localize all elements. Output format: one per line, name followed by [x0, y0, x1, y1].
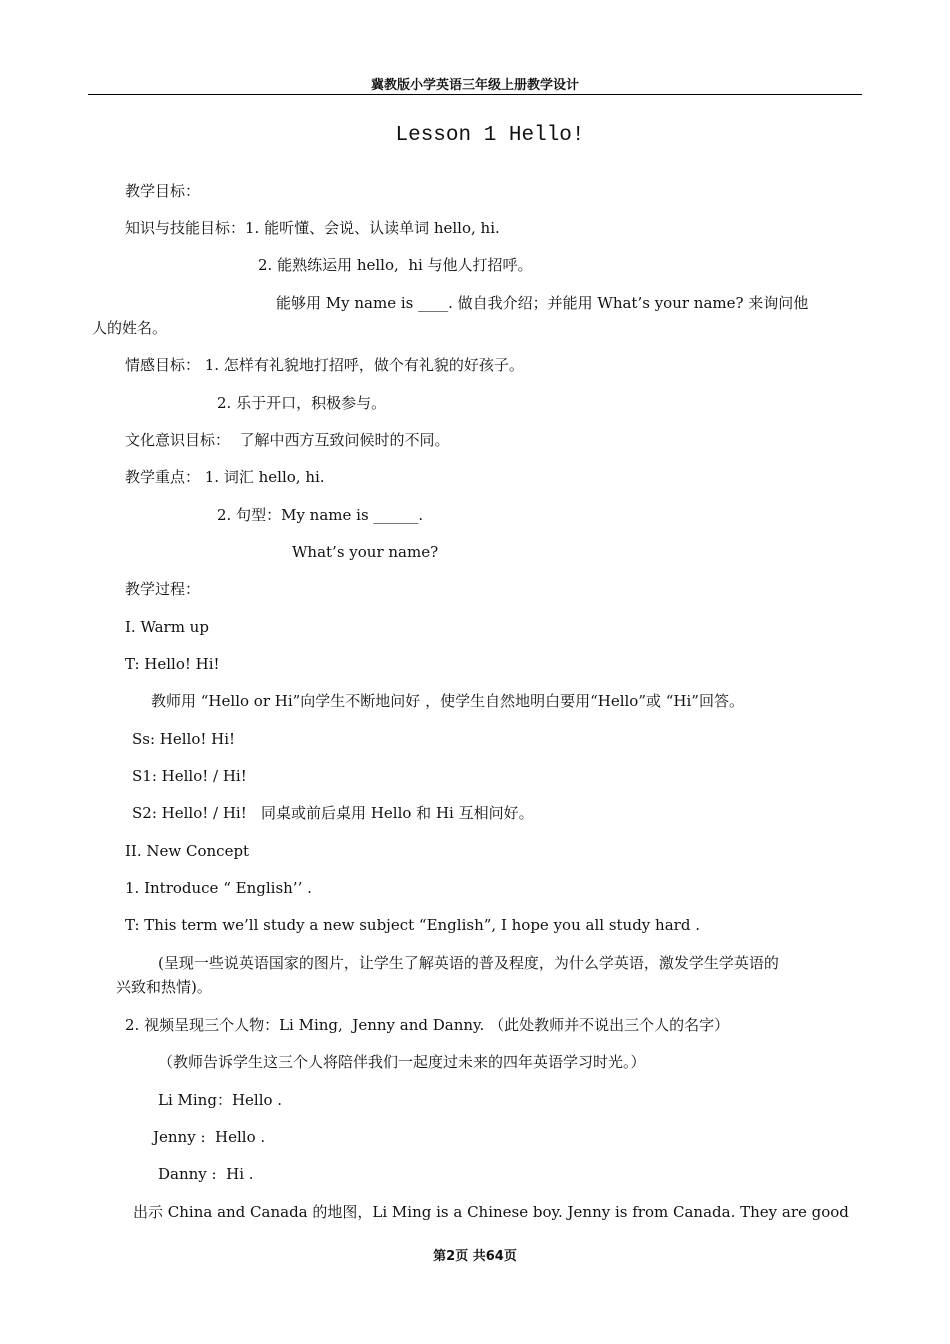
text-line: 2. 能熟练运用 hello, hi 与他人打招呼。 — [258, 256, 533, 274]
text-line: 知识与技能目标：1. 能听懂、会说、认读单词 hello, hi. — [125, 219, 500, 237]
page-header: 冀教版小学英语三年级上册教学设计 — [370, 78, 579, 93]
text-line: 文化意识目标： 了解中西方互致问候时的不同。 — [125, 431, 450, 449]
page-footer: 第2页 共64页 — [433, 1249, 517, 1264]
text-line: II. New Concept — [125, 842, 250, 860]
text-line: 教学目标： — [125, 182, 201, 200]
text-line: 情感目标： 1. 怎样有礼貌地打招呼，做个有礼貌的好孩子。 — [125, 356, 524, 374]
text-line: Li Ming：Hello . — [158, 1091, 283, 1109]
lesson-title: Lesson 1 Hello! — [395, 124, 585, 147]
text-line: 2. 乐于开口，积极参与。 — [217, 394, 387, 412]
text-line: 能够用 My name is ____. 做自我介绍；并能用 What’s your name? 来询问他 — [276, 294, 809, 312]
text-line: 人的姓名。 — [92, 319, 168, 337]
text-line: 教学过程： — [125, 580, 201, 598]
text-line: Danny : Hi . — [158, 1165, 254, 1183]
text-line: 教师用 “Hello or Hi”向学生不断地问好 ，使学生自然地明白要用“Hello”或 “Hi”回答。 — [151, 692, 744, 710]
text-line: 教学重点： 1. 词汇 hello, hi. — [125, 468, 325, 486]
text-line: S1: Hello! / Hi! — [132, 767, 247, 785]
text-line: (呈现一些说英语国家的图片，让学生了解英语的普及程度，为什么学英语，激发学生学英语的 — [158, 954, 779, 972]
text-line: Ss: Hello! Hi! — [132, 730, 236, 748]
text-line: （教师告诉学生这三个人将陪伴我们一起度过未来的四年英语学习时光。） — [158, 1053, 646, 1071]
text-line: I. Warm up — [125, 618, 209, 636]
text-line: 2. 句型：My name is ______. — [217, 506, 424, 524]
header-divider — [88, 94, 862, 95]
text-line: 2. 视频呈现三个人物：Li Ming, Jenny and Danny. （此处教师并不说出三个人的名字） — [125, 1016, 730, 1034]
text-line: S2: Hello! / Hi! 同桌或前后桌用 Hello 和 Hi 互相问好。 — [132, 804, 534, 822]
text-line: 兴致和热情)。 — [116, 978, 212, 996]
text-line: 1. Introduce “ English’’ . — [125, 879, 312, 897]
text-line: What’s your name? — [292, 543, 439, 561]
text-line: Jenny : Hello . — [153, 1128, 266, 1146]
text-line: 出示 China and Canada 的地图，Li Ming is a Chinese boy. Jenny is from Canada. They are good — [133, 1203, 849, 1221]
text-line: T: This term we’ll study a new subject “English”, I hope you all study hard . — [125, 916, 700, 934]
text-line: T: Hello! Hi! — [125, 655, 220, 673]
